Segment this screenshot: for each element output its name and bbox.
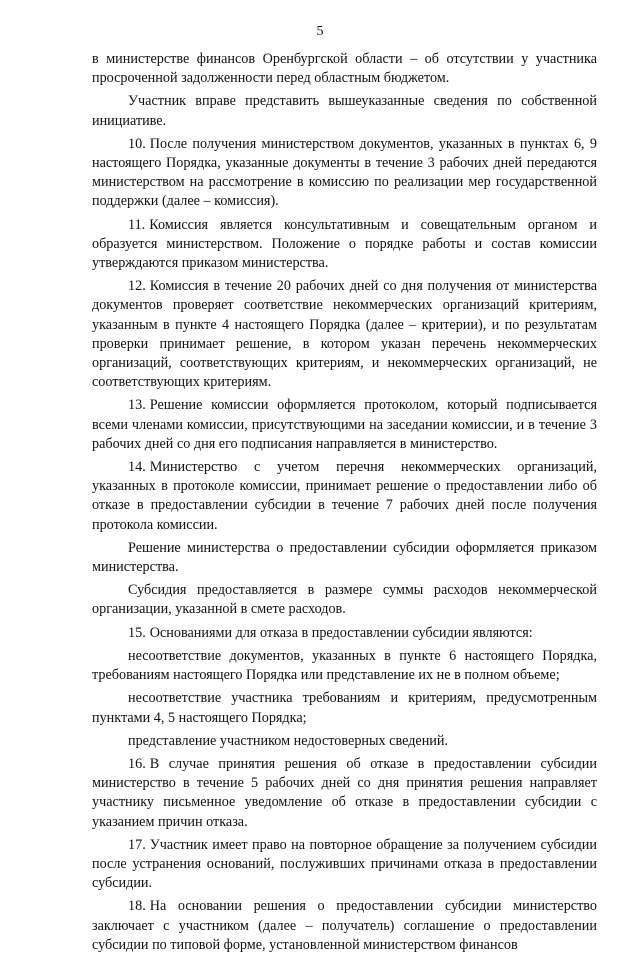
paragraph-text: несоответствие участника требованиям и критериям, предусмотренным пунктами 4, 5 настоящего Порядка; xyxy=(92,690,597,726)
paragraph xyxy=(92,897,597,955)
clause-number: 16. xyxy=(128,755,146,772)
paragraph-text: В случае принятия решения об отказе в предоставлении субсидии министерство в течение 5 рабочих дней со дня принятия решения направляет участнику письменное уведомление об отказе в предоставлении субсидии с указанием причин отказа. xyxy=(92,755,597,830)
paragraph-text: На основании решения о предоставлении субсидии министерство заключает с участником (далее – получатель) соглашение о предоставлении субсидии по типовой форме, установленной министерством финансов xyxy=(92,898,597,953)
paragraph xyxy=(92,581,597,619)
document-body xyxy=(92,50,597,959)
paragraph xyxy=(92,50,597,88)
paragraph xyxy=(92,689,597,727)
paragraph xyxy=(92,624,597,643)
paragraph xyxy=(92,755,597,832)
clause-number: 10. xyxy=(128,135,146,152)
paragraph-text: Министерство с учетом перечня некоммерческих организаций, указанных в протоколе комиссии, принимает решение о предоставлении либо об отказе в предоставлении субсидии в течение 7 рабочих дней после получения протокола комиссии. xyxy=(92,459,597,533)
paragraph xyxy=(92,135,597,212)
paragraph-text: Комиссия является консультативным и совещательным органом и образуется министерством. Положение о порядке работы и состав комиссии утверждаются приказом министерства. xyxy=(92,216,597,272)
paragraph-text: Решение комиссии оформляется протоколом, который подписывается всеми членами комиссии, присутствующими на заседании комиссии, и в течение 3 рабочих дней со дня его подписания направляется в министерство. xyxy=(92,397,597,452)
paragraph-text: Комиссия в течение 20 рабочих дней со дня получения от министерства документов проверяет соответствие некоммерческих организаций критериям, указанным в пункте 4 настоящего Порядка (далее – критерии), и по результатам проверки принимает решение, в котором указан перечень некоммерческих организаций, соответствующих критериям, и некоммерческих организаций, не соответствующих критериям. xyxy=(92,278,597,391)
paragraph xyxy=(92,539,597,577)
paragraph-text: Субсидия предоставляется в размере суммы расходов некоммерческой организации, указанной в смете расходов. xyxy=(92,582,597,618)
paragraph-text: Основаниями для отказа в предоставлении субсидии являются: xyxy=(149,624,533,641)
paragraph-text: несоответствие документов, указанных в пункте 6 настоящего Порядка, требованиям настоящего Порядка или представление их не в полном объеме; xyxy=(92,647,597,684)
paragraph-text: Решение министерства о предоставлении субсидии оформляется приказом министерства. xyxy=(92,539,597,576)
paragraph-text: Участник имеет право на повторное обращение за получением субсидии после устранения оснований, послуживших причинами отказа в предоставлении субсидии. xyxy=(92,836,597,892)
paragraph xyxy=(92,647,597,685)
clause-number: 14. xyxy=(128,459,146,476)
clause-number: 17. xyxy=(128,836,146,853)
page-number: 5 xyxy=(316,24,324,39)
clause-number: 11. xyxy=(128,216,146,233)
paragraph-text: представление участником недостоверных сведений. xyxy=(128,732,449,749)
paragraph xyxy=(92,836,597,894)
clause-number: 12. xyxy=(128,278,146,295)
paragraph-text: После получения министерством документов, указанных в пунктах 6, 9 настоящего Порядка, указанные документы в течение 3 рабочих дней передаются министерством на рассмотрение в комиссию по реализации мер государственной поддержки (далее – комиссия). xyxy=(92,135,597,210)
paragraph-text: в министерстве финансов Оренбургской области – об отсутствии у участника просроченной задолженности перед областным бюджетом. xyxy=(92,51,597,87)
paragraph xyxy=(92,277,597,392)
paragraph xyxy=(92,732,597,751)
clause-number: 18. xyxy=(128,898,146,915)
paragraph xyxy=(92,92,597,130)
paragraph-text: Участник вправе представить вышеуказанные сведения по собственной инициативе. xyxy=(92,93,597,129)
paragraph xyxy=(92,396,597,454)
clause-number: 13. xyxy=(128,397,146,414)
paragraph xyxy=(92,458,597,535)
clause-number: 15. xyxy=(128,624,146,641)
paragraph xyxy=(92,216,597,274)
